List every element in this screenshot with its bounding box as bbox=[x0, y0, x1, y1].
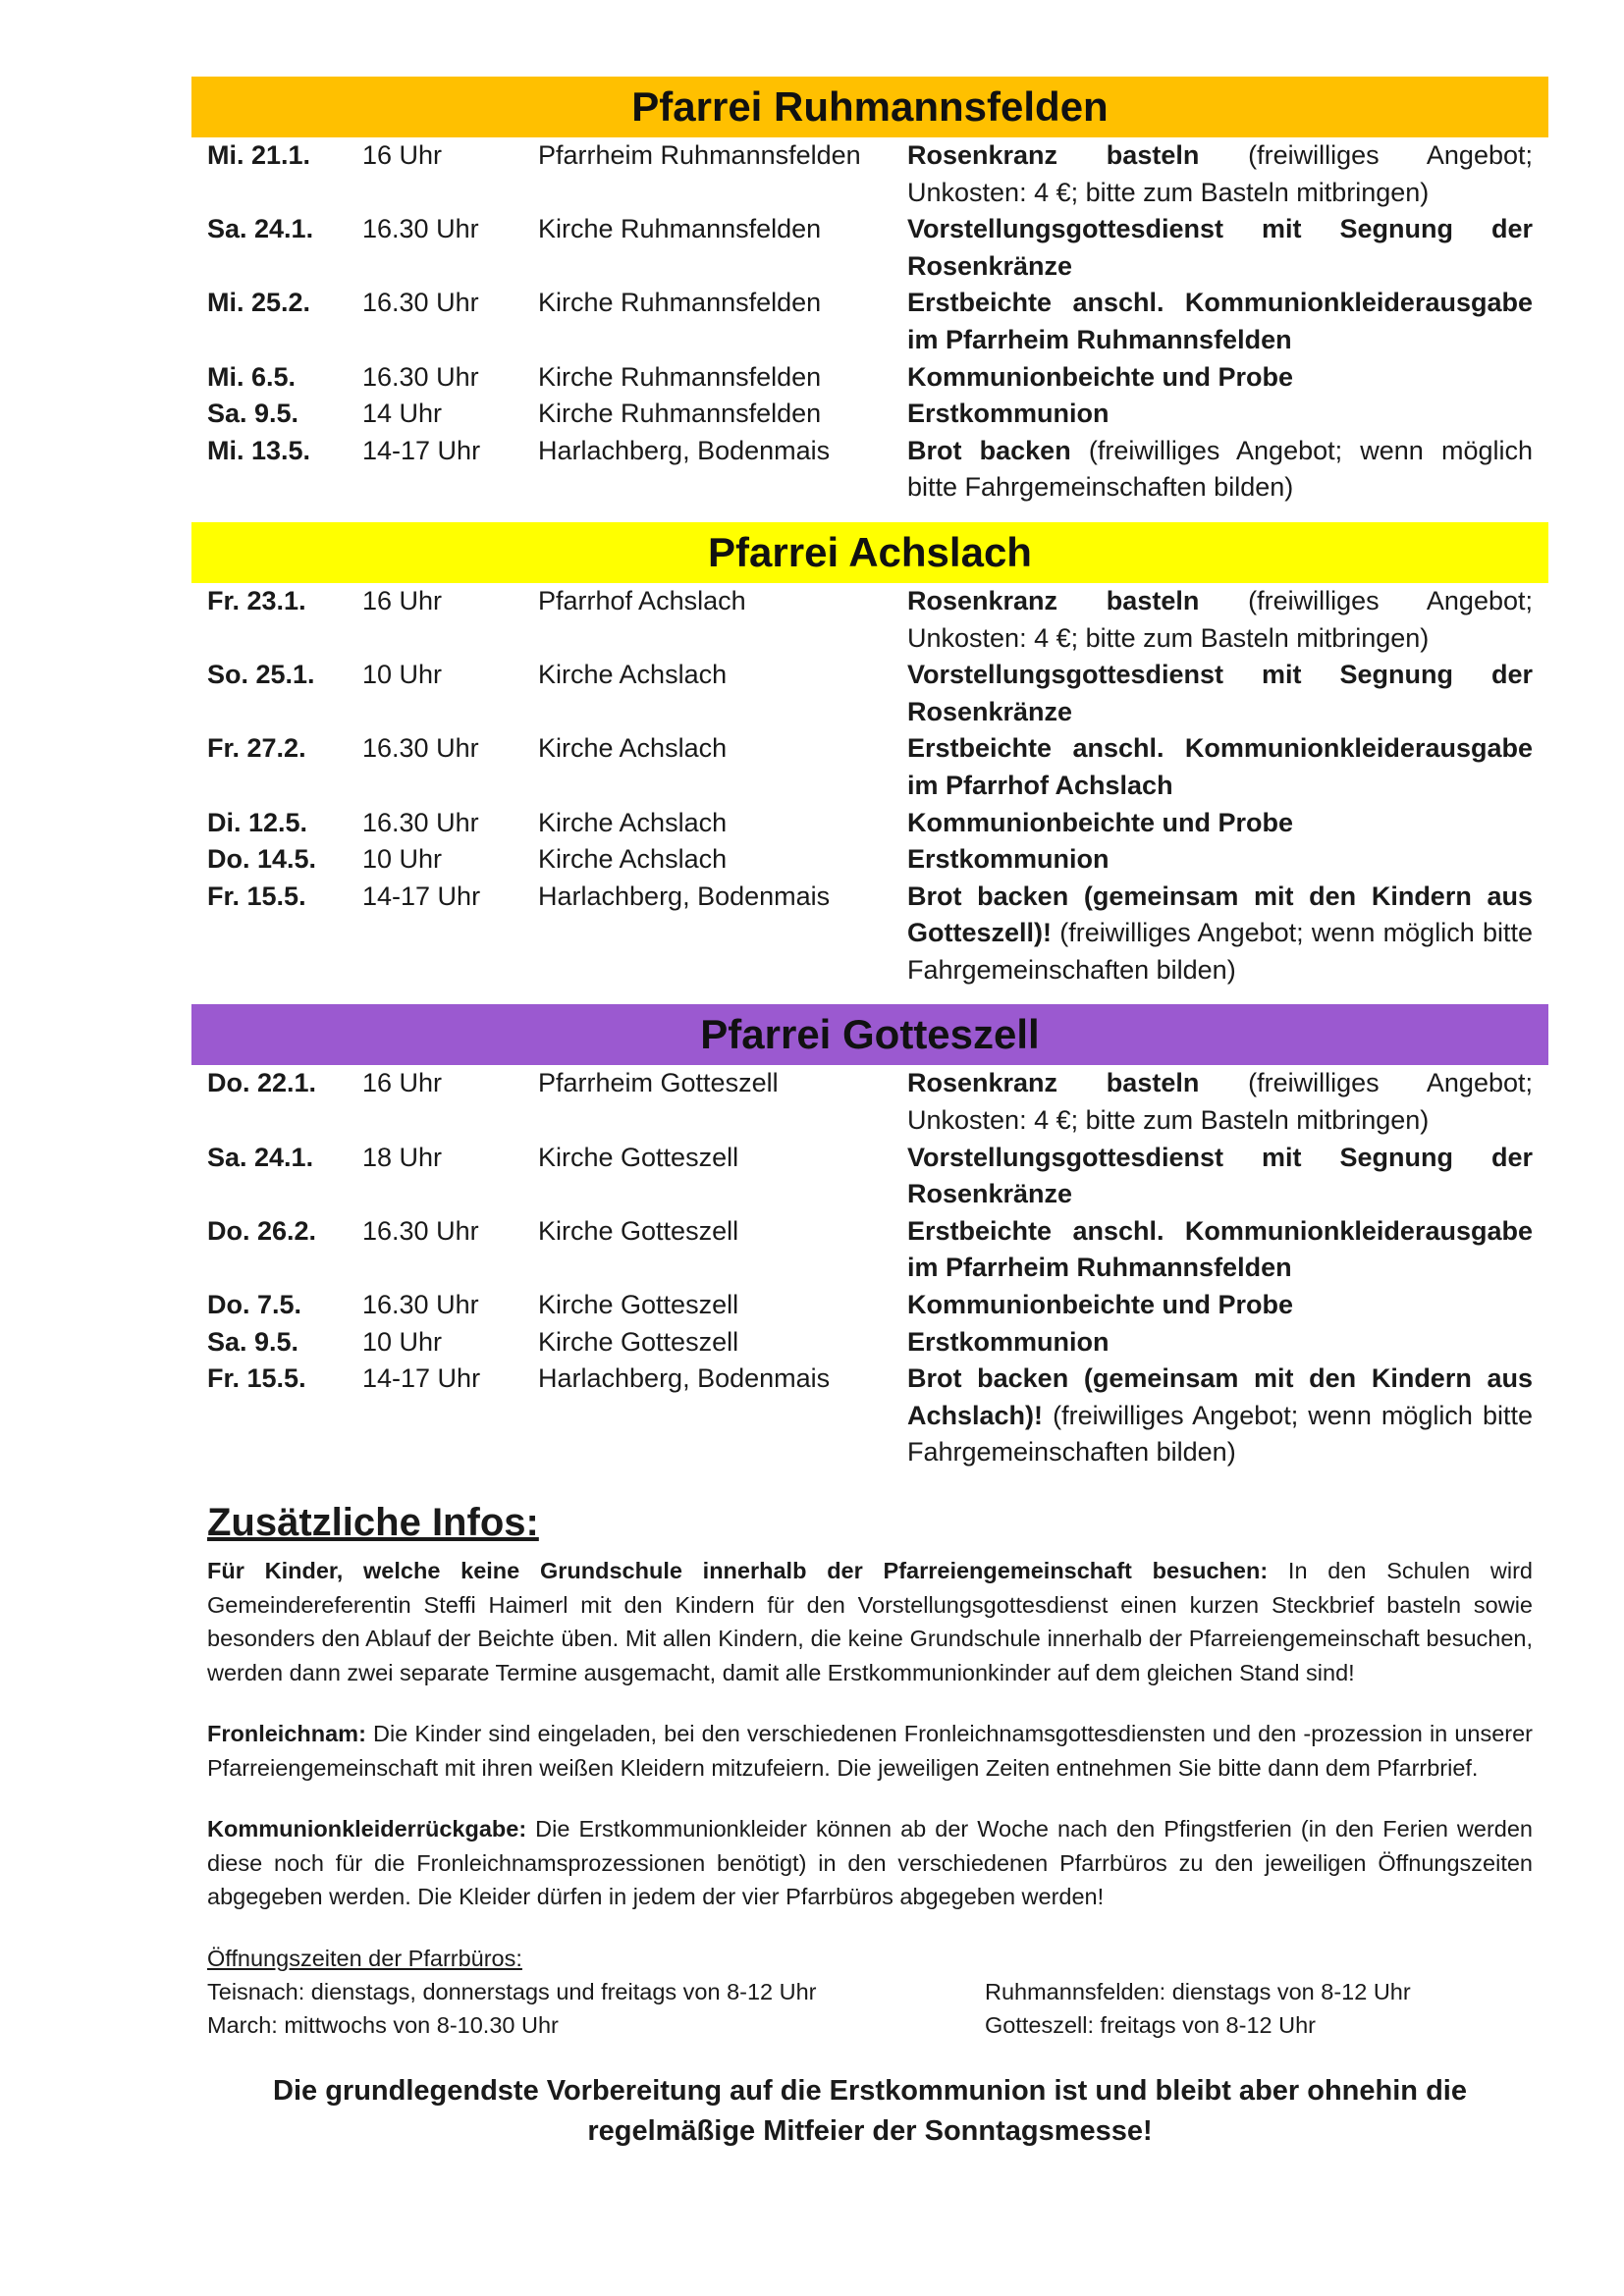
office-march: March: mittwochs von 8-10.30 Uhr bbox=[207, 2011, 559, 2038]
row-place: Pfarrheim Ruhmannsfelden bbox=[538, 140, 861, 170]
row-time: 14-17 Uhr bbox=[362, 435, 481, 465]
closing-line-2: regelmäßige Mitfeier der Sonntagsmesse! bbox=[587, 2114, 1153, 2147]
row-description: Vorstellungsgottesdienst mit Segnung der Rosenkränze bbox=[907, 214, 1533, 281]
row-date: Do. 26.2. bbox=[207, 1215, 317, 1246]
row-place: Kirche Achslach bbox=[538, 844, 728, 875]
office-gotteszell: Gotteszell: freitags von 8-12 Uhr bbox=[985, 2011, 1316, 2038]
schedule-row bbox=[207, 1324, 1533, 1362]
row-date: Mi. 13.5. bbox=[207, 435, 311, 465]
row-date: Fr. 15.5. bbox=[207, 881, 306, 911]
row-date: Do. 14.5. bbox=[207, 844, 317, 875]
schedule-row bbox=[207, 730, 1533, 804]
schedule-row bbox=[207, 137, 1533, 211]
row-place: Kirche Gotteszell bbox=[538, 1290, 739, 1320]
row-time: 14-17 Uhr bbox=[362, 881, 481, 911]
row-description: Kommunionbeichte und Probe bbox=[907, 807, 1294, 837]
row-place: Harlachberg, Bodenmais bbox=[538, 881, 831, 911]
schedule-row bbox=[207, 359, 1533, 397]
row-description: Brot backen (gemeinsam mit den Kindern aus Achslach)! (freiwilliges Angebot; wenn möglich bitte Fahrgemeinschaften bilden) bbox=[907, 1363, 1533, 1468]
row-date: Fr. 15.5. bbox=[207, 1363, 306, 1394]
additional-infos bbox=[191, 1497, 1548, 2152]
row-time: 16.30 Uhr bbox=[362, 361, 479, 392]
row-description: Rosenkranz basteln (freiwilliges Angebot; Unkosten: 4 €; bitte zum Basteln mitbringen) bbox=[907, 140, 1533, 207]
row-description: Brot backen (gemeinsam mit den Kindern aus Gotteszell)! (freiwilliges Angebot; wenn möglich bitte Fahrgemeinschaften bilden) bbox=[907, 881, 1533, 985]
info-paragraph-fronleichnam: Fronleichnam: Die Kinder sind eingeladen, bei den verschiedenen Fronleichnamsgottesdiensten und den -prozession in unserer Pfarreiengemeinschaft mit ihren weißen Kleidern mitzufeiern. Die jeweiligen Zeiten entnehmen Sie bitte dann dem Pfarrbrief. bbox=[207, 1721, 1533, 1781]
row-description: Vorstellungsgottesdienst mit Segnung der Rosenkränze bbox=[907, 1142, 1533, 1209]
row-description: Vorstellungsgottesdienst mit Segnung der Rosenkränze bbox=[907, 660, 1533, 726]
schedule-row bbox=[207, 1065, 1533, 1139]
row-date: Di. 12.5. bbox=[207, 807, 308, 837]
row-place: Pfarrheim Gotteszell bbox=[538, 1068, 779, 1098]
row-date: Sa. 24.1. bbox=[207, 1142, 314, 1172]
section-achslach bbox=[191, 522, 1548, 989]
row-time: 10 Uhr bbox=[362, 844, 443, 875]
row-place: Harlachberg, Bodenmais bbox=[538, 1363, 831, 1394]
row-time: 16.30 Uhr bbox=[362, 807, 479, 837]
schedule-row bbox=[207, 1140, 1533, 1213]
document-content bbox=[191, 77, 1548, 2152]
row-place: Kirche Achslach bbox=[538, 807, 728, 837]
section-header-ruhmannsfelden: Pfarrei Ruhmannsfelden bbox=[191, 77, 1548, 137]
row-place: Kirche Gotteszell bbox=[538, 1326, 739, 1357]
info-paragraph-school: Für Kinder, welche keine Grundschule innerhalb der Pfarreiengemeinschaft besuchen: In den Schulen wird Gemeindereferentin Steffi Haimerl mit den Kindern für den Vorstellungsgottesdienst einen kurzen Steckbrief basteln sowie besonders den Ablauf der Beichte üben. Mit allen Kindern, die keine Grundschule innerhalb der Pfarreiengemeinschaft besuchen, werden dann zwei separate Termine ausgemacht, damit alle Erstkommunionkinder auf dem gleichen Stand sind! bbox=[207, 1558, 1534, 1685]
schedule-row bbox=[207, 433, 1533, 507]
row-date: Mi. 6.5. bbox=[207, 361, 297, 392]
row-time: 16.30 Uhr bbox=[362, 214, 479, 244]
row-description: Rosenkranz basteln (freiwilliges Angebot; Unkosten: 4 €; bitte zum Basteln mitbringen) bbox=[907, 585, 1533, 653]
schedule-row bbox=[207, 1213, 1533, 1287]
row-time: 16.30 Uhr bbox=[362, 1215, 479, 1246]
row-description: Erstbeichte anschl. Kommunionkleiderausgabe im Pfarrhof Achslach bbox=[907, 733, 1533, 800]
row-description: Erstkommunion bbox=[907, 399, 1110, 429]
row-place: Kirche Ruhmannsfelden bbox=[538, 399, 822, 429]
section-ruhmannsfelden bbox=[191, 77, 1548, 507]
schedule-row bbox=[207, 805, 1533, 842]
row-date: Sa. 24.1. bbox=[207, 214, 314, 244]
row-description: Erstkommunion bbox=[907, 1326, 1110, 1357]
row-time: 18 Uhr bbox=[362, 1142, 443, 1172]
row-description: Erstkommunion bbox=[907, 844, 1110, 875]
closing-statement bbox=[207, 2071, 1533, 2152]
row-place: Pfarrhof Achslach bbox=[538, 585, 746, 615]
row-place: Kirche Achslach bbox=[538, 660, 728, 690]
row-date: Sa. 9.5. bbox=[207, 1326, 299, 1357]
row-description: Brot backen (freiwilliges Angebot; wenn möglich bitte Fahrgemeinschaften bilden) bbox=[907, 435, 1534, 503]
row-time: 14 Uhr bbox=[362, 399, 443, 429]
office-teisnach: Teisnach: dienstags, donnerstags und freitags von 8-12 Uhr bbox=[207, 1978, 817, 2004]
schedule-row bbox=[207, 657, 1533, 730]
row-description: Rosenkranz basteln (freiwilliges Angebot; Unkosten: 4 €; bitte zum Basteln mitbringen) bbox=[907, 1068, 1533, 1136]
row-date: So. 25.1. bbox=[207, 660, 315, 690]
row-description: Kommunionbeichte und Probe bbox=[907, 1290, 1294, 1320]
infos-title: Zusätzliche Infos: bbox=[207, 1501, 539, 1544]
schedule-row bbox=[207, 285, 1533, 358]
row-place: Kirche Gotteszell bbox=[538, 1142, 739, 1172]
row-time: 16.30 Uhr bbox=[362, 1290, 479, 1320]
schedule-row bbox=[207, 1287, 1533, 1324]
row-date: Fr. 23.1. bbox=[207, 585, 306, 615]
office-ruhmannsfelden: Ruhmannsfelden: dienstags von 8-12 Uhr bbox=[985, 1978, 1411, 2004]
row-time: 16 Uhr bbox=[362, 585, 443, 615]
row-place: Kirche Ruhmannsfelden bbox=[538, 214, 822, 244]
row-time: 10 Uhr bbox=[362, 660, 443, 690]
row-place: Kirche Ruhmannsfelden bbox=[538, 288, 822, 318]
row-description: Erstbeichte anschl. Kommunionkleiderausgabe im Pfarrheim Ruhmannsfelden bbox=[907, 288, 1533, 354]
row-date: Do. 22.1. bbox=[207, 1068, 317, 1098]
section-header-gotteszell: Pfarrei Gotteszell bbox=[191, 1004, 1548, 1065]
office-hours bbox=[207, 1975, 1533, 2042]
schedule-row bbox=[207, 1361, 1533, 1471]
row-place: Kirche Ruhmannsfelden bbox=[538, 361, 822, 392]
row-date: Do. 7.5. bbox=[207, 1290, 302, 1320]
schedule-row bbox=[207, 583, 1533, 657]
schedule-row bbox=[207, 879, 1533, 989]
office-hours-title: Öffnungszeiten der Pfarrbüros: bbox=[207, 1945, 522, 1971]
section-header-achslach: Pfarrei Achslach bbox=[191, 522, 1548, 583]
row-time: 14-17 Uhr bbox=[362, 1363, 481, 1394]
row-time: 16 Uhr bbox=[362, 140, 443, 170]
schedule-row bbox=[207, 841, 1533, 879]
schedule-row bbox=[207, 211, 1533, 285]
row-time: 16.30 Uhr bbox=[362, 733, 479, 764]
row-date: Mi. 21.1. bbox=[207, 140, 311, 170]
closing-line-1: Die grundlegendste Vorbereitung auf die Erstkommunion ist und bleibt aber ohnehin die bbox=[273, 2074, 1467, 2107]
schedule-row bbox=[207, 396, 1533, 433]
row-time: 10 Uhr bbox=[362, 1326, 443, 1357]
row-time: 16.30 Uhr bbox=[362, 288, 479, 318]
row-place: Kirche Achslach bbox=[538, 733, 728, 764]
row-description: Erstbeichte anschl. Kommunionkleiderausgabe im Pfarrheim Ruhmannsfelden bbox=[907, 1215, 1533, 1283]
row-date: Sa. 9.5. bbox=[207, 399, 299, 429]
row-description: Kommunionbeichte und Probe bbox=[907, 361, 1294, 392]
row-place: Harlachberg, Bodenmais bbox=[538, 435, 831, 465]
row-place: Kirche Gotteszell bbox=[538, 1215, 739, 1246]
info-paragraph-kleiderrueckgabe: Kommunionkleiderrückgabe: Die Erstkommunionkleider können ab der Woche nach den Pfingstferien (in den Ferien werden diese noch für die Fronleichnamsprozessionen benötigt) in den verschiedenen Pfarrbüros zu den jeweiligen Öffnungszeiten abgegeben werden. Die Kleider dürfen in jedem der vier Pfarrbüros abgegeben werden! bbox=[207, 1816, 1533, 1909]
row-date: Mi. 25.2. bbox=[207, 288, 311, 318]
section-gotteszell bbox=[191, 1004, 1548, 1471]
row-date: Fr. 27.2. bbox=[207, 733, 306, 764]
row-time: 16 Uhr bbox=[362, 1068, 443, 1098]
